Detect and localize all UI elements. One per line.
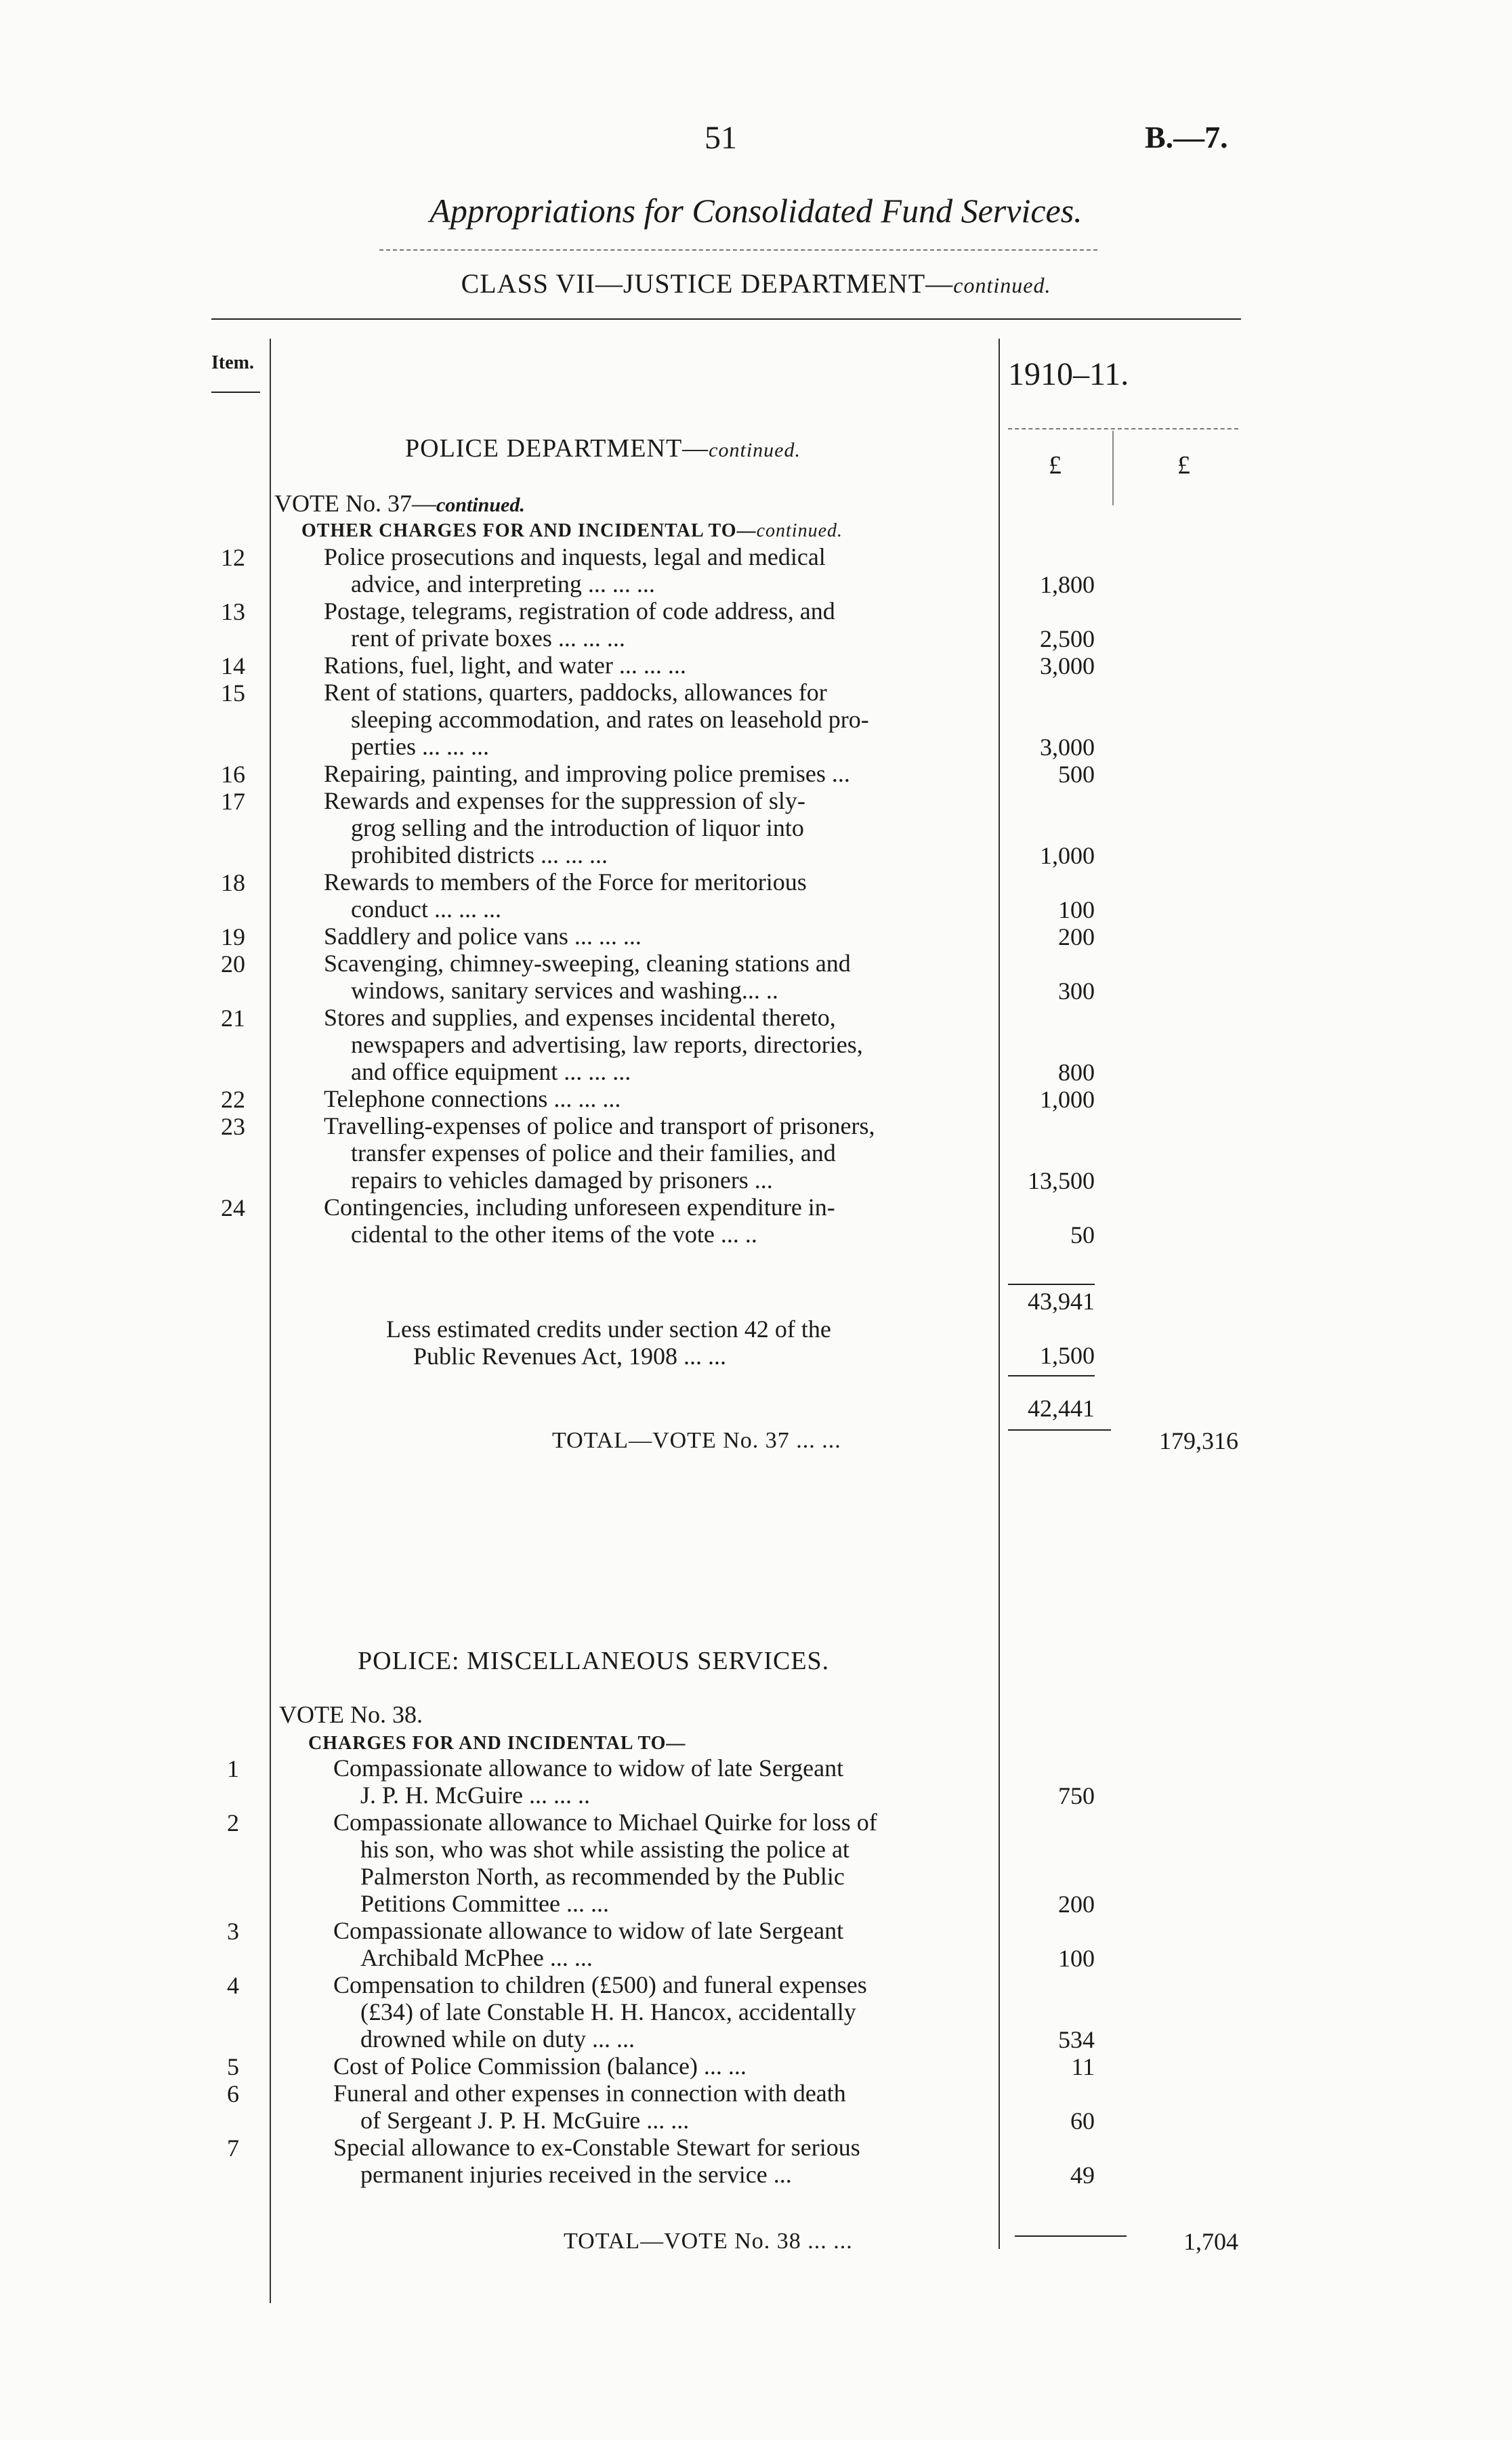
item-description-line: Rations, fuel, light, and water ... ... ... <box>324 652 686 679</box>
item-description <box>333 2134 860 2188</box>
item-description-line: Funeral and other expenses in connection with death <box>333 2080 846 2107</box>
item-description-line: Postage, telegrams, registration of code address, and <box>324 597 835 625</box>
item-description <box>333 1917 843 1971</box>
item-number: 24 <box>221 1194 245 1221</box>
item-description-line: rent of private boxes ... ... ... <box>351 625 625 652</box>
item-amount: 13,500 <box>1028 1167 1095 1194</box>
item-description-line: perties ... ... ... <box>351 733 489 760</box>
net-rule <box>1008 1375 1095 1376</box>
item-description <box>324 652 686 679</box>
less-credits-amount: 1,500 <box>1040 1342 1095 1369</box>
item-description-line: Rewards and expenses for the suppression of sly- <box>324 787 805 814</box>
item-number: 15 <box>221 679 245 707</box>
item-description-line: Repairing, painting, and improving police premises ... <box>324 760 850 787</box>
item-description-line: windows, sanitary services and washing... .. <box>351 977 778 1004</box>
item-amount: 1,000 <box>1040 1086 1095 1113</box>
item-description-line: newspapers and advertising, law reports, directories, <box>351 1031 863 1058</box>
item-amount: 750 <box>1058 1782 1095 1809</box>
vote-38-total-rule <box>1015 2235 1127 2237</box>
item-description <box>333 1754 843 1809</box>
item-description-line: drowned while on duty ... ... <box>360 2025 635 2053</box>
item-description-line: Saddlery and police vans ... ... ... <box>324 923 642 950</box>
item-description-line: sleeping accommodation, and rates on leasehold pro- <box>351 706 869 733</box>
item-description <box>324 787 805 868</box>
item-description-line: of Sergeant J. P. H. McGuire ... ... <box>360 2107 690 2134</box>
item-amount: 200 <box>1058 923 1095 950</box>
item-number: 19 <box>221 923 245 950</box>
item-number: 5 <box>227 2053 239 2080</box>
item-description <box>324 1004 863 1085</box>
item-description <box>324 950 851 1004</box>
item-description-line: Contingencies, including unforeseen expenditure in- <box>324 1194 835 1221</box>
item-amount: 100 <box>1058 896 1095 923</box>
item-description-line: Telephone connections ... ... ... <box>324 1085 621 1112</box>
other-charges-subheading: OTHER CHARGES FOR AND INCIDENTAL TO—continued. <box>301 520 843 541</box>
item-description <box>324 868 807 923</box>
item-description-line: his son, who was shot while assisting the police at <box>360 1836 849 1863</box>
subtotal-rule <box>1008 1284 1095 1285</box>
item-number: 2 <box>227 1809 239 1836</box>
item-amount: 2,500 <box>1040 625 1095 652</box>
pound-symbol-totals: £ <box>1177 451 1190 480</box>
item-description-line: permanent injuries received in the service ... <box>360 2161 792 2188</box>
item-description-line: Stores and supplies, and expenses incidental thereto, <box>324 1004 836 1031</box>
item-description <box>333 1809 877 1917</box>
item-amount: 800 <box>1058 1059 1095 1086</box>
item-number: 23 <box>221 1113 245 1140</box>
header-rule <box>211 318 1241 320</box>
item-description-line: Police prosecutions and inquests, legal and medical <box>324 543 826 570</box>
item-description <box>324 679 869 760</box>
item-amount: 60 <box>1070 2107 1095 2134</box>
item-header-underline <box>211 392 260 393</box>
item-number: 18 <box>221 869 245 896</box>
item-description-line: Rent of stations, quarters, paddocks, allowances for <box>324 679 827 706</box>
police-misc-heading: POLICE: MISCELLANEOUS SERVICES. <box>358 1647 830 1675</box>
item-amount: 3,000 <box>1040 734 1095 761</box>
item-description-line: prohibited districts ... ... ... <box>351 841 608 868</box>
item-description-line: Travelling-expenses of police and transport of prisoners, <box>324 1112 875 1139</box>
item-description-line: Petitions Committee ... ... <box>360 1890 609 1917</box>
item-description <box>324 923 642 950</box>
item-number: 13 <box>221 598 245 625</box>
item-number: 14 <box>221 652 245 679</box>
vote-38-total: 1,704 <box>1183 2228 1238 2255</box>
item-description-line: Rewards to members of the Force for meritorious <box>324 868 807 896</box>
year-header-rule <box>1008 428 1238 429</box>
item-description-line: and office equipment ... ... ... <box>351 1058 631 1085</box>
vote-38-total-label: TOTAL—VOTE No. 38 ... ... <box>564 2229 853 2254</box>
item-description-line: J. P. H. McGuire ... ... .. <box>360 1782 590 1809</box>
item-number: 12 <box>221 544 245 571</box>
item-number: 3 <box>227 1918 239 1945</box>
item-column-divider <box>270 339 271 2303</box>
item-amount: 300 <box>1058 977 1095 1005</box>
item-description-line: cidental to the other items of the vote ... .. <box>351 1221 757 1248</box>
item-description-line: Special allowance to ex-Constable Stewart for serious <box>333 2134 860 2161</box>
item-number: 6 <box>227 2080 239 2107</box>
item-number: 22 <box>221 1086 245 1113</box>
page-number: 51 <box>705 120 737 156</box>
item-amount: 1,000 <box>1040 842 1095 869</box>
item-description-line: Scavenging, chimney-sweeping, cleaning stations and <box>324 950 851 977</box>
item-description <box>333 2080 846 2134</box>
vote-37-total: 179,316 <box>1159 1427 1238 1454</box>
item-amount: 50 <box>1070 1221 1095 1248</box>
pound-symbol-items: £ <box>1049 451 1062 480</box>
vote-37-total-label: TOTAL—VOTE No. 37 ... ... <box>552 1428 841 1453</box>
vote-38-heading: VOTE No. 38. <box>279 1701 423 1728</box>
item-description-line: Palmerston North, as recommended by the Public <box>360 1863 845 1890</box>
item-description <box>324 1194 835 1248</box>
document-reference: B.—7. <box>1145 120 1228 154</box>
item-description-line: repairs to vehicles damaged by prisoners ... <box>351 1166 773 1194</box>
item-description-line: grog selling and the introduction of liquor into <box>351 814 804 841</box>
item-description-line: transfer expenses of police and their families, and <box>351 1139 836 1166</box>
item-amount: 200 <box>1058 1891 1095 1918</box>
police-department-heading: POLICE DEPARTMENT—continued. <box>405 434 801 463</box>
item-description-line: Compassionate allowance to widow of late Sergeant <box>333 1917 844 1944</box>
item-description-line: (£34) of late Constable H. H. Hancox, accidentally <box>360 1998 856 2025</box>
item-number: 7 <box>227 2134 239 2162</box>
page-title: Appropriations for Consolidated Fund Services. <box>429 192 1083 230</box>
item-description <box>324 597 835 652</box>
item-amount: 3,000 <box>1040 652 1095 679</box>
vote-37-subtotal: 43,941 <box>1028 1288 1095 1315</box>
charges-subheading: CHARGES FOR AND INCIDENTAL TO— <box>308 1733 686 1754</box>
item-description <box>324 543 826 597</box>
vote-37-heading: VOTE No. 37—continued. <box>274 490 525 517</box>
item-amount: 1,800 <box>1040 571 1095 598</box>
item-number: 1 <box>227 1755 239 1782</box>
net-underline <box>1008 1429 1111 1431</box>
item-amount: 49 <box>1070 2162 1095 2189</box>
item-description <box>324 1085 621 1112</box>
item-number: 4 <box>227 1972 239 1999</box>
item-column-header: Item. <box>211 352 254 373</box>
amount-column-divider <box>1112 431 1114 505</box>
item-amount: 534 <box>1058 2026 1095 2053</box>
item-number: 21 <box>221 1005 245 1032</box>
item-description <box>333 1971 867 2053</box>
item-description <box>333 2053 747 2080</box>
item-number: 17 <box>221 788 245 815</box>
item-description-line: Cost of Police Commission (balance) ... ... <box>333 2053 747 2080</box>
item-number: 16 <box>221 761 245 788</box>
item-number: 20 <box>221 950 245 977</box>
item-description <box>324 1112 875 1194</box>
item-amount: 500 <box>1058 761 1095 788</box>
year-column-header: 1910–11. <box>1008 356 1129 392</box>
item-description-line: Compassionate allowance to Michael Quirke for loss of <box>333 1809 877 1836</box>
class-heading: CLASS VII—JUSTICE DEPARTMENT—continued. <box>461 268 1051 299</box>
less-credits-text: Less estimated credits under section 42 of the Public Revenues Act, 1908 ... ... <box>386 1316 831 1370</box>
item-description-line: Archibald McPhee ... ... <box>360 1944 593 1971</box>
item-description-line: conduct ... ... ... <box>351 896 501 923</box>
item-amount: 11 <box>1071 2053 1095 2080</box>
item-description-line: Compassionate allowance to widow of late Sergeant <box>333 1754 844 1782</box>
description-column-divider <box>999 339 1000 2249</box>
title-divider <box>379 249 1097 251</box>
vote-37-net: 42,441 <box>1028 1395 1095 1422</box>
item-description-line: advice, and interpreting ... ... ... <box>351 570 655 597</box>
item-description-line: Compensation to children (£500) and funeral expenses <box>333 1971 867 1998</box>
item-description <box>324 760 850 787</box>
item-amount: 100 <box>1058 1945 1095 1972</box>
